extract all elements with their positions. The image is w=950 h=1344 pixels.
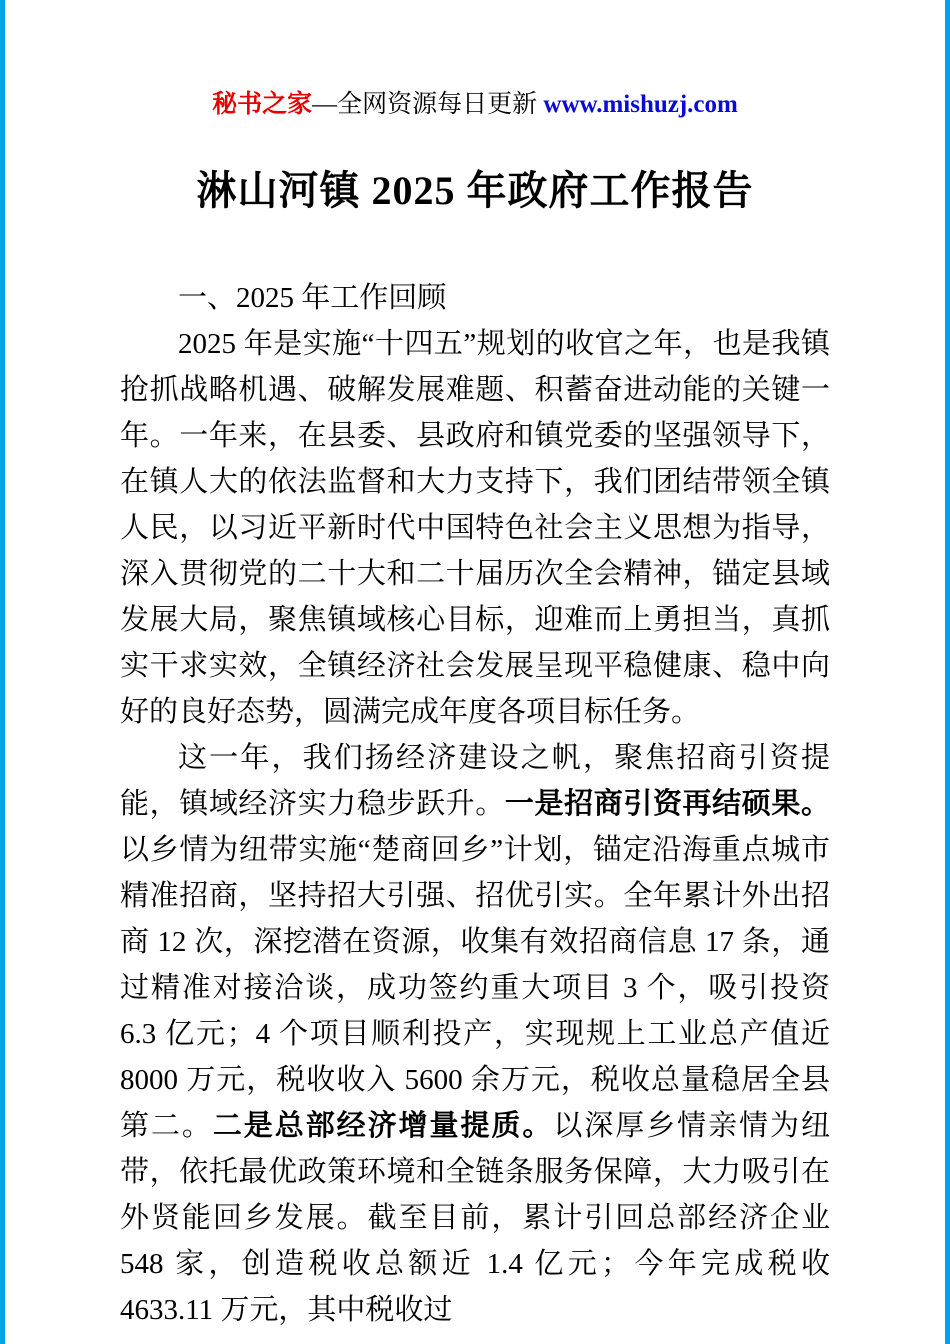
text-run: 这一年，我们扬经济建设之帆，聚焦招商引资提能，镇域经济实力稳步跃升。 — [120, 742, 830, 820]
paragraph — [120, 321, 830, 735]
paragraph — [120, 275, 830, 321]
document-body — [0, 275, 950, 1333]
document-title: 淋山河镇 2025 年政府工作报告 — [196, 168, 754, 213]
site-header — [0, 0, 950, 121]
text-run: 以乡情为纽带实施“楚商回乡”计划，锚定沿海重点城市精准招商，坚持招大引强、招优引实。全年累计外出招商 12 次，深挖潜在资源，收集有效招商信息 17 条，通过精准对接洽谈，成功签约重大项目 3 个，吸引投资 6.3 亿元；4 个项目顺利投产，实现规上工业总产值近 8000 万元，税收收入 5600 余万元，税收总量稳居全县第二。 — [120, 834, 830, 1142]
site-brand: 秘书之家 — [212, 91, 313, 118]
text-run: 2025 年是实施“十四五”规划的收官之年，也是我镇抢抓战略机遇、破解发展难题、积蓄奋进动能的关键一年。一年来，在县委、县政府和镇党委的坚强领导下，在镇人大的依法监督和大力支持下，我们团结带领全镇人民，以习近平新时代中国特色社会主义思想为指导，深入贯彻党的二十大和二十届历次全会精神，锚定县域发展大局，聚焦镇域核心目标，迎难而上勇担当，真抓实干求实效，全镇经济社会发展呈现平稳健康、稳中向好的良好态势，圆满完成年度各项目标任务。 — [120, 328, 830, 728]
paragraph — [120, 735, 830, 1333]
text-run: 以深厚乡情亲情为纽带，依托最优政策环境和全链条服务保障，大力吸引在外贤能回乡发展。截至目前，累计引回总部经济企业 548 家，创造税收总额近 1.4 亿元；今年完成税收 4633.11 万元，其中税收过 — [120, 1110, 830, 1326]
emphasis-run: 二是总部经济增量提质。 — [212, 1110, 554, 1142]
site-url-link[interactable]: www.mishuzj.com — [543, 91, 738, 118]
page-edge-left — [0, 0, 5, 1344]
text-run: 一、2025 年工作回顾 — [178, 282, 447, 314]
site-tagline: —全网资源每日更新 — [312, 91, 544, 118]
emphasis-run: 一是招商引资再结硕果。 — [504, 788, 830, 820]
page-edge-right — [945, 0, 950, 1344]
